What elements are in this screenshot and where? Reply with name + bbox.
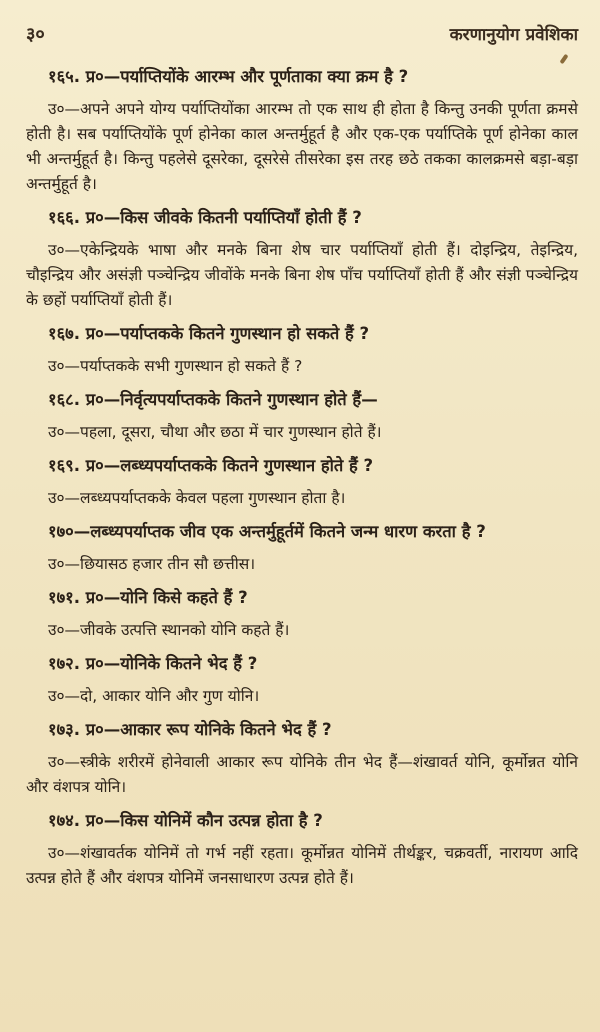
answer: उ०—पर्याप्तकके सभी गुणस्थान हो सकते हैं ? xyxy=(48,357,303,375)
question: १७०—लब्ध्यपर्याप्तक जीव एक अन्तर्मुहूर्तमें कितने जन्म धारण करता है ? xyxy=(48,522,486,541)
question: १७१. प्र०—योनि किसे कहते हैं ? xyxy=(48,588,248,607)
running-title: करणानुयोग प्रवेशिका xyxy=(449,25,578,45)
qa-item xyxy=(26,205,578,313)
qa-item xyxy=(26,321,578,379)
qa-item xyxy=(26,717,578,800)
question: १६७. प्र०—पर्याप्तकके कितने गुणस्थान हो सकते हैं ? xyxy=(48,324,370,343)
qa-item xyxy=(26,64,578,197)
question: १७३. प्र०—आकार रूप योनिके कितने भेद हैं ? xyxy=(48,720,332,739)
qa-item xyxy=(26,453,578,511)
question: १६९. प्र०—लब्ध्यपर्याप्तकके कितने गुणस्थान होते हैं ? xyxy=(48,456,374,475)
question: १६५. प्र०—पर्याप्तियोंके आरम्भ और पूर्णताका क्या क्रम है ? xyxy=(48,67,409,86)
qa-item xyxy=(26,651,578,709)
answer: उ०—छियासठ हजार तीन सौ छत्तीस। xyxy=(48,555,256,573)
question: १७४. प्र०—किस योनिमें कौन उत्पन्न होता है ? xyxy=(48,811,323,830)
qa-item xyxy=(26,585,578,643)
question: १६८. प्र०—निर्वृत्यपर्याप्तकके कितने गुणस्थान होते हैं— xyxy=(48,390,378,409)
qa-item xyxy=(26,808,578,891)
answer: उ०—दो, आकार योनि और गुण योनि। xyxy=(48,687,260,705)
qa-item xyxy=(26,387,578,445)
answer: उ०—अपने अपने योग्य पर्याप्तियोंका आरम्भ तो एक साथ ही होता है किन्तु उनकी पूर्णता क्रमसे होती है। सब पर्याप्तियोंके पूर्ण होनेका काल अन्तर्मुहूर्त है और एक-एक पर्याप्तिके पूर्ण होनेका काल भी अन्तर्मुहूर्त है। किन्तु पहलेसे दूसरेका, दूसरेसे तीसरेका इस तरह छठे तकका कालक्रमसे बड़ा-बड़ा अन्तर्मुहूर्त है। xyxy=(26,100,578,193)
answer: उ०—लब्ध्यपर्याप्तकके केवल पहला गुणस्थान होता है। xyxy=(48,489,346,507)
page-number: ३० xyxy=(26,24,45,45)
answer: उ०—एकेन्द्रियके भाषा और मनके बिना शेष चार पर्याप्तियाँ होती हैं। दोइन्द्रिय, तेइन्द्रिय, चौइन्द्रिय और असंज्ञी पञ्चेन्द्रिय जीवोंके मनके बिना शेष पाँच पर्याप्तियाँ होती हैं और संज्ञी पञ्चेन्द्रिय के छहों पर्याप्तियाँ होती हैं। xyxy=(26,241,578,309)
answer: उ०—स्त्रीके शरीरमें होनेवाली आकार रूप योनिके तीन भेद हैं—शंखावर्त योनि, कूर्मोन्नत योनि और वंशपत्र योनि। xyxy=(26,753,578,796)
answer: उ०—पहला, दूसरा, चौथा और छठा में चार गुणस्थान होते हैं। xyxy=(48,423,382,441)
qa-item xyxy=(26,519,578,577)
ink-spot xyxy=(559,54,568,64)
answer: उ०—शंखावर्तक योनिमें तो गर्भ नहीं रहता। कूर्मोन्नत योनिमें तीर्थङ्कर, चक्रवर्ती, नारायण आदि उत्पन्न होते हैं और वंशपत्र योनिमें जनसाधारण उत्पन्न होते हैं। xyxy=(26,844,578,887)
answer: उ०—जीवके उत्पत्ति स्थानको योनि कहते हैं। xyxy=(48,621,290,639)
question: १६६. प्र०—किस जीवके कितनी पर्याप्तियाँ होती हैं ? xyxy=(48,208,362,227)
question: १७२. प्र०—योनिके कितने भेद हैं ? xyxy=(48,654,258,673)
qa-content xyxy=(26,64,578,891)
page-header xyxy=(26,22,578,50)
